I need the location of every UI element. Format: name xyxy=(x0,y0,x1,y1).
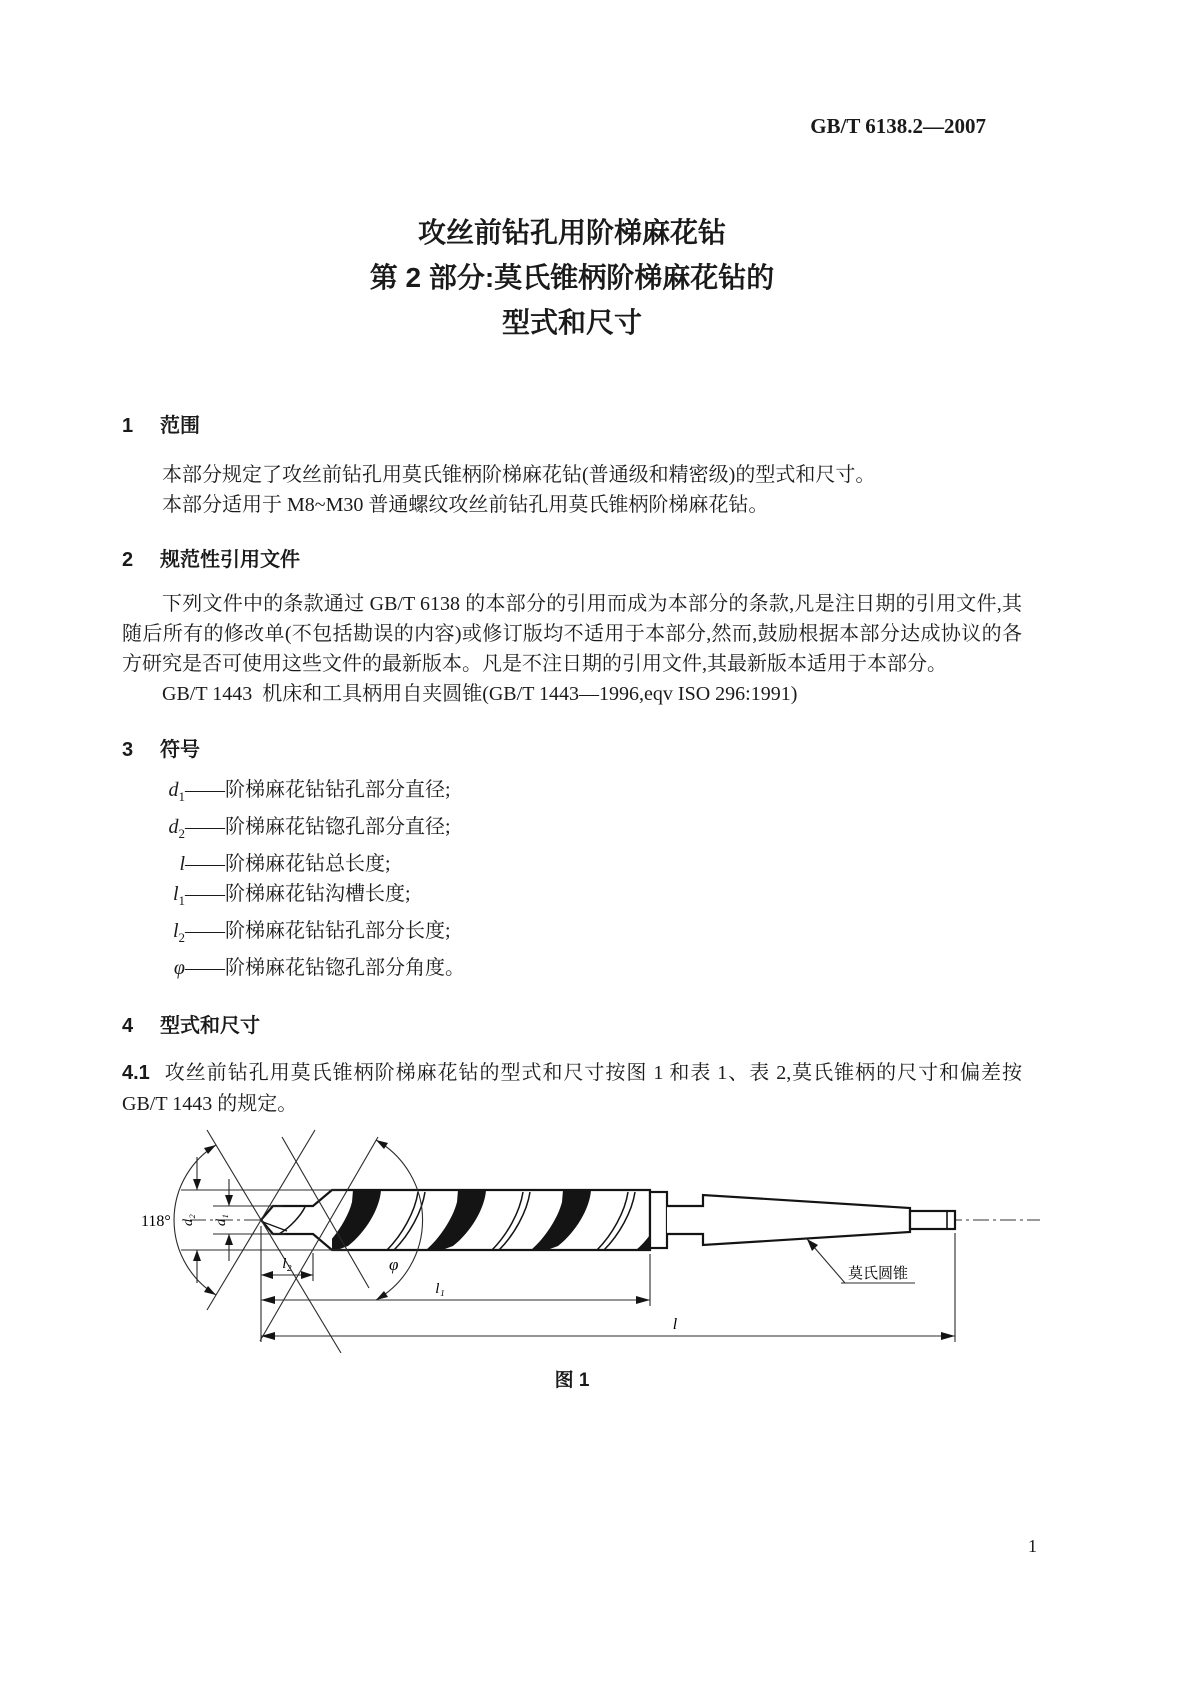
section-3-heading xyxy=(122,735,1022,765)
point-angle-label: 118° xyxy=(141,1213,171,1230)
symbol-list xyxy=(122,775,1022,983)
clause-4-1 xyxy=(122,1058,1022,1120)
page-content xyxy=(0,112,1191,1394)
section-2-title: 规范性引用文件 xyxy=(160,549,300,571)
point-angle-construction xyxy=(174,1130,341,1353)
figure-1-caption: 图 1 xyxy=(554,1370,590,1391)
symbol-description: ——阶梯麻花钻锪孔部分角度。 xyxy=(185,957,465,979)
l-label: l xyxy=(672,1316,678,1333)
section-4-heading xyxy=(122,1011,1022,1041)
page-number: 1 xyxy=(1028,1536,1037,1556)
symbol-name: $d_2$ xyxy=(168,816,185,841)
d2-label: d₂ xyxy=(181,1214,196,1226)
section-2-heading xyxy=(122,545,1022,575)
d1-label: d₁ xyxy=(214,1214,229,1226)
phi-label: φ xyxy=(389,1255,399,1274)
l2-label: l₂ xyxy=(282,1256,292,1272)
section-2-paragraph: 下列文件中的条款通过 GB/T 6138 的本部分的引用而成为本部分的条款,凡是注日期的引用文件,其随后所有的修改单(不包括勘误的内容)或修订版均不适用于本部分,然而,鼓励根据本部分达成协议的各方研究是否可使用这些文件的最新版本。凡是不注日期的引用文件,其最新版本适用于本部分。 xyxy=(122,593,1022,675)
section-4-title: 型式和尺寸 xyxy=(160,1015,260,1037)
symbol-description: ——阶梯麻花钻总长度; xyxy=(185,853,391,875)
section-1-paragraph-2: 本部分适用于 M8~M30 普通螺纹攻丝前钻孔用莫氏锥柄阶梯麻花钻。 xyxy=(162,494,769,516)
section-1-number: 1 xyxy=(122,415,134,437)
section-3-number: 3 xyxy=(122,739,134,761)
section-1-heading xyxy=(122,411,1022,441)
l1-label: l₁ xyxy=(435,1281,445,1297)
symbol-name: $l_1$ xyxy=(172,883,185,908)
title-line-3: 型式和尺寸 xyxy=(501,307,642,338)
symbol-row xyxy=(122,879,1022,916)
figure-1-drawing xyxy=(135,1123,1085,1353)
symbol-name: l xyxy=(179,853,185,875)
symbol-name: $l_2$ xyxy=(172,920,185,945)
symbol-row xyxy=(122,849,1022,879)
section-2-number: 2 xyxy=(122,549,134,571)
section-4-number: 4 xyxy=(122,1015,134,1037)
title-line-1: 攻丝前钻孔用阶梯麻花钻 xyxy=(417,217,726,248)
symbol-row xyxy=(122,812,1022,849)
clause-4-1-text: 攻丝前钻孔用莫氏锥柄阶梯麻花钻的型式和尺寸按图 1 和表 1、表 2,莫氏锥柄的尺寸和偏差按 GB/T 1443 的规定。 xyxy=(122,1062,1022,1115)
normative-reference: GB/T 1443 机床和工具柄用自夹圆锥(GB/T 1443—1996,eqv ISO 296:1991) xyxy=(162,683,798,705)
morse-taper-label: 莫氏圆锥 xyxy=(847,1266,909,1282)
standard-code: GB/T 6138.2—2007 xyxy=(810,114,986,138)
symbol-name: $d_1$ xyxy=(168,779,185,804)
symbol-description: ——阶梯麻花钻钻孔部分长度; xyxy=(185,920,451,942)
symbol-description: ——阶梯麻花钻锪孔部分直径; xyxy=(185,816,451,838)
document-title xyxy=(122,210,1022,345)
title-line-2: 第 2 部分:莫氏锥柄阶梯麻花钻的 xyxy=(369,262,775,293)
clause-4-1-number: 4.1 xyxy=(122,1062,150,1084)
symbol-description: ——阶梯麻花钻钻孔部分直径; xyxy=(185,779,451,801)
symbol-row xyxy=(122,916,1022,953)
section-3-title: 符号 xyxy=(160,739,200,761)
symbol-description: ——阶梯麻花钻沟槽长度; xyxy=(185,883,411,905)
symbol-row xyxy=(122,775,1022,812)
section-1-paragraph-1: 本部分规定了攻丝前钻孔用莫氏锥柄阶梯麻花钻(普通级和精密级)的型式和尺寸。 xyxy=(162,464,876,486)
symbol-row xyxy=(122,953,1022,983)
symbol-name: φ xyxy=(173,957,185,979)
figure-1 xyxy=(135,1123,1085,1358)
section-1-title: 范围 xyxy=(160,415,200,437)
